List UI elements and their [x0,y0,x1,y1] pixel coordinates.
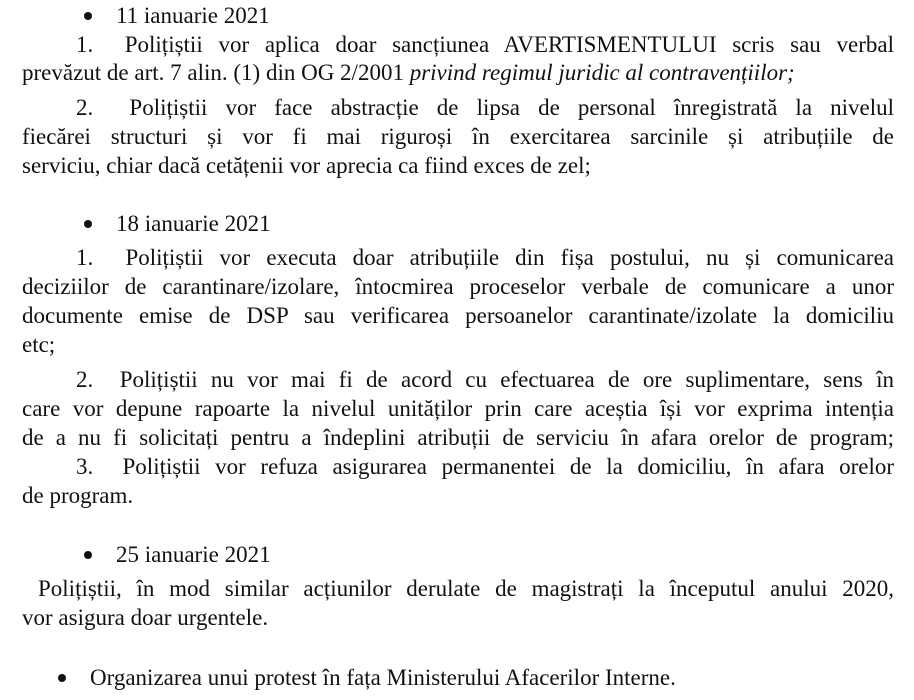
paragraph-line [22,244,894,272]
line-text: care vor depune rapoarte la nivelul unităților prin care aceștia își vor exprima intenția [22,396,894,421]
paragraph-line [22,453,894,481]
line-text: Polițiștii vor aplica doar sancțiunea AVERTISMENTULUI scris sau verbal [124,32,894,57]
italic-text: privind regimul juridic al contravențiilor; [409,60,795,85]
paragraph-line [22,152,894,180]
section-date [84,2,270,30]
line-text: fiecărei structuri și vor fi mai riguroși în exercitarea sarcinile și atribuțiile de [22,124,894,149]
line-text: de a nu fi solicitați pentru a îndeplini atribuții de serviciu în afara orelor de program; [22,425,894,450]
date-label: 11 ianuarie 2021 [116,3,270,28]
line-text: Polițiștii vor face abstracție de lipsa de personal înregistrată la nivelul [129,95,894,120]
line-text: Polițiștii vor executa doar atribuțiile din fișa postului, nu și comunicarea [125,245,894,270]
line-text: deciziilor de carantinare/izolare, întocmirea proceselor verbale de comunicare a unor [22,274,894,299]
paragraph-line [22,424,894,452]
paragraph-line [22,31,894,59]
paragraph-line [22,604,894,632]
final-bullet-text: Organizarea unui protest în fața Ministerului Afacerilor Interne. [90,665,676,690]
bullet-icon [58,674,66,682]
paragraph-line [22,59,894,87]
paragraph-line [22,482,894,510]
item-number: 1. [76,245,94,270]
paragraph-line [22,273,894,301]
date-label: 25 ianuarie 2021 [116,542,271,567]
bullet-icon [84,220,92,228]
final-bullet-item [58,664,676,692]
bullet-icon [84,12,92,20]
section-date [84,541,271,569]
line-text: serviciu, chiar dacă cetățenii vor aprecia ca fiind exces de zel; [22,153,591,178]
item-number: 2. [76,367,94,392]
item-number: 2. [76,95,94,120]
section-date [84,210,271,238]
paragraph-line [22,395,894,423]
paragraph-line [22,575,894,603]
line-text: prevăzut de art. 7 alin. (1) din OG 2/2001 [22,60,410,85]
paragraph-line [22,302,894,330]
line-text: Polițiștii vor refuza asigurarea permanentei de la domiciliu, în afara orelor [122,454,895,479]
bullet-icon [84,551,92,559]
item-number: 1. [76,32,94,57]
line-text: Polițiștii, în mod similar acțiunilor derulate de magistrați la începutul anului 2020, [38,576,894,601]
paragraph-line [22,366,894,394]
paragraph-line [22,94,894,122]
paragraph-line [22,123,894,151]
line-text: documente emise de DSP sau verificarea persoanelor carantinate/izolate la domiciliu [22,303,894,328]
line-text: etc; [22,332,56,357]
date-label: 18 ianuarie 2021 [116,211,271,236]
paragraph-line [22,331,894,359]
line-text: Polițiștii nu vor mai fi de acord cu efectuarea de ore suplimentare, sens în [119,367,894,392]
line-text: de program. [22,483,134,508]
line-text: vor asigura doar urgentele. [22,605,269,630]
item-number: 3. [76,454,94,479]
